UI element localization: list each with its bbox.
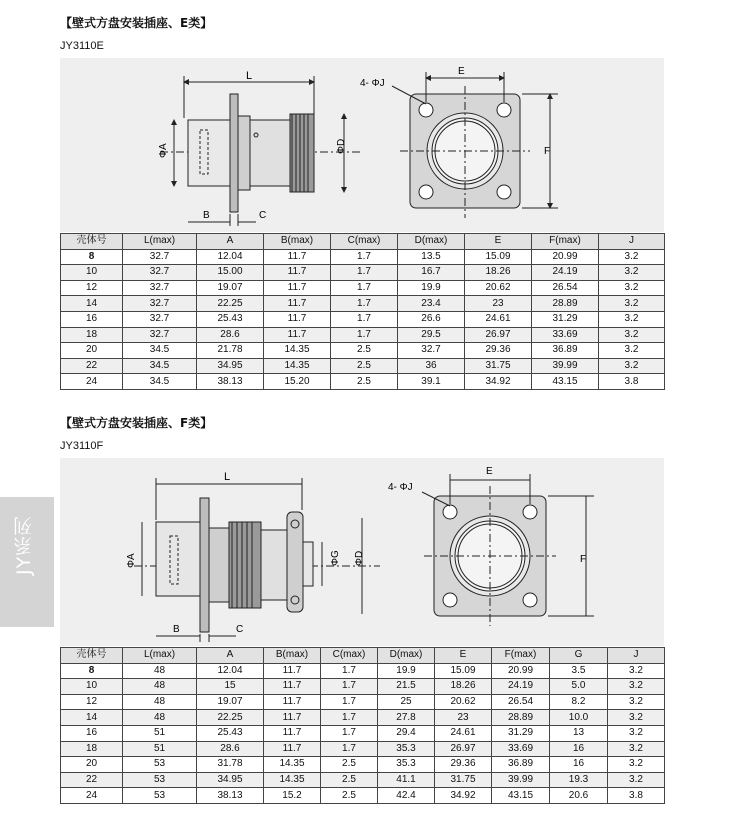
table-header-cell: B(max)	[264, 648, 321, 664]
section-e-label-A: ΦA	[158, 143, 169, 158]
section-f-label-G: ΦG	[330, 550, 341, 566]
table-cell: 3.2	[608, 710, 665, 726]
section-f-label-J: 4- ΦJ	[388, 482, 413, 493]
table-cell: 31.78	[197, 757, 264, 773]
table-cell: 1.7	[331, 327, 398, 343]
section-e-model: JY3110E	[60, 40, 104, 52]
section-e-label-F: F	[544, 146, 551, 157]
table-cell: 28.6	[197, 327, 264, 343]
table-header-cell: 壳体号	[61, 234, 123, 250]
table-cell: 1.7	[321, 710, 378, 726]
section-f-drawing-panel	[60, 458, 664, 646]
table-cell: 36.89	[492, 757, 550, 773]
table-header-cell: J	[608, 648, 665, 664]
table-cell: 20.62	[435, 694, 492, 710]
table-cell: 11.7	[264, 327, 331, 343]
table-row	[61, 788, 665, 804]
table-cell: 20.99	[532, 249, 599, 265]
table-cell: 14.35	[264, 757, 321, 773]
table-cell: 34.5	[123, 358, 197, 374]
section-f-label-C: C	[236, 624, 244, 635]
table-cell: 39.99	[492, 772, 550, 788]
section-e-title: 【壁式方盘安装插座、E类】	[60, 16, 213, 30]
table-cell: 11.7	[264, 741, 321, 757]
table-cell: 39.1	[398, 374, 465, 390]
table-cell: 1.7	[331, 311, 398, 327]
section-e-label-B: B	[203, 210, 210, 221]
table-row	[61, 374, 665, 390]
section-f-side-view	[134, 478, 380, 642]
table-header-cell: F(max)	[492, 648, 550, 664]
table-header-cell: A	[197, 648, 264, 664]
table-cell: 1.7	[331, 265, 398, 281]
table-cell: 20.6	[550, 788, 608, 804]
table-cell: 11.7	[264, 663, 321, 679]
table-cell: 15.20	[264, 374, 331, 390]
table-cell: 16.7	[398, 265, 465, 281]
table-cell: 29.4	[378, 725, 435, 741]
side-tab-label: JY系列	[13, 515, 35, 575]
table-cell: 5.0	[550, 679, 608, 695]
table-cell: 38.13	[197, 374, 264, 390]
table-header-cell: A	[197, 234, 264, 250]
table-header-cell: D(max)	[398, 234, 465, 250]
table-row	[61, 772, 665, 788]
table-header-cell: L(max)	[123, 234, 197, 250]
table-cell: 24.19	[492, 679, 550, 695]
table-cell: 11.7	[264, 694, 321, 710]
table-cell: 32.7	[123, 249, 197, 265]
section-e-label-L: L	[246, 70, 253, 82]
table-cell: 3.2	[608, 663, 665, 679]
table-cell: 1.7	[331, 249, 398, 265]
table-cell: 19.07	[197, 694, 264, 710]
shell-size-cell: 14	[61, 710, 123, 726]
section-f-label-L: L	[224, 471, 231, 483]
section-f-table-body	[61, 663, 665, 803]
table-cell: 31.29	[492, 725, 550, 741]
shell-size-cell: 12	[61, 280, 123, 296]
section-e-table-body	[61, 249, 665, 389]
table-header-cell: F(max)	[532, 234, 599, 250]
table-header-cell: C(max)	[331, 234, 398, 250]
table-cell: 14.35	[264, 343, 331, 359]
table-cell: 11.7	[264, 249, 331, 265]
table-cell: 20.62	[465, 280, 532, 296]
table-cell: 3.8	[599, 374, 665, 390]
table-cell: 3.2	[599, 343, 665, 359]
table-cell: 28.6	[197, 741, 264, 757]
table-cell: 2.5	[321, 757, 378, 773]
table-header-cell: E	[465, 234, 532, 250]
table-header-cell: 壳体号	[61, 648, 123, 664]
table-cell: 15.00	[197, 265, 264, 281]
section-f-model: JY3110F	[60, 440, 104, 452]
table-cell: 18.26	[465, 265, 532, 281]
table-cell: 3.2	[608, 679, 665, 695]
table-header-cell: C(max)	[321, 648, 378, 664]
section-e-spec-table	[60, 233, 665, 390]
table-row	[61, 280, 665, 296]
section-e-table-header	[61, 234, 665, 250]
table-cell: 23	[465, 296, 532, 312]
table-cell: 3.2	[599, 296, 665, 312]
shell-size-cell: 16	[61, 311, 123, 327]
section-e-side-view	[160, 76, 360, 226]
table-row	[61, 757, 665, 773]
shell-size-cell: 20	[61, 343, 123, 359]
table-cell: 32.7	[123, 311, 197, 327]
section-e-label-D: ΦD	[336, 138, 347, 154]
table-header-cell: B(max)	[264, 234, 331, 250]
table-header-cell: J	[599, 234, 665, 250]
table-cell: 1.7	[321, 694, 378, 710]
table-cell: 3.2	[608, 757, 665, 773]
shell-size-cell: 22	[61, 772, 123, 788]
table-cell: 32.7	[123, 265, 197, 281]
section-e-drawing	[60, 58, 664, 232]
table-row	[61, 265, 665, 281]
table-row	[61, 694, 665, 710]
section-e-drawing-panel	[60, 58, 664, 232]
section-f-label-E: E	[486, 466, 493, 477]
table-cell: 3.2	[599, 358, 665, 374]
shell-size-cell: 16	[61, 725, 123, 741]
table-cell: 28.89	[532, 296, 599, 312]
section-e-label-E: E	[458, 66, 465, 77]
table-row	[61, 679, 665, 695]
shell-size-cell: 24	[61, 788, 123, 804]
table-cell: 32.7	[123, 296, 197, 312]
table-cell: 11.7	[264, 311, 331, 327]
section-f-front-view	[422, 474, 594, 626]
shell-size-cell: 24	[61, 374, 123, 390]
table-cell: 53	[123, 772, 197, 788]
table-cell: 29.5	[398, 327, 465, 343]
table-cell: 3.2	[608, 694, 665, 710]
table-cell: 11.7	[264, 280, 331, 296]
table-cell: 34.92	[435, 788, 492, 804]
table-row	[61, 249, 665, 265]
table-cell: 1.7	[321, 725, 378, 741]
table-cell: 12.04	[197, 663, 264, 679]
table-cell: 43.15	[532, 374, 599, 390]
table-cell: 14.35	[264, 358, 331, 374]
table-cell: 34.95	[197, 358, 264, 374]
table-cell: 20.99	[492, 663, 550, 679]
table-cell: 3.2	[599, 265, 665, 281]
table-cell: 19.07	[197, 280, 264, 296]
table-cell: 36	[398, 358, 465, 374]
table-row	[61, 741, 665, 757]
table-cell: 23	[435, 710, 492, 726]
table-cell: 3.2	[599, 249, 665, 265]
section-f-spec-table	[60, 647, 665, 804]
table-cell: 26.97	[465, 327, 532, 343]
table-cell: 1.7	[321, 679, 378, 695]
table-cell: 32.7	[123, 327, 197, 343]
table-cell: 33.69	[532, 327, 599, 343]
table-cell: 3.2	[599, 280, 665, 296]
table-cell: 3.5	[550, 663, 608, 679]
table-cell: 48	[123, 694, 197, 710]
table-cell: 19.3	[550, 772, 608, 788]
table-cell: 2.5	[331, 358, 398, 374]
section-f-table-header	[61, 648, 665, 664]
table-cell: 12.04	[197, 249, 264, 265]
shell-size-cell: 10	[61, 679, 123, 695]
table-cell: 15	[197, 679, 264, 695]
table-cell: 34.5	[123, 374, 197, 390]
table-cell: 11.7	[264, 265, 331, 281]
table-cell: 13.5	[398, 249, 465, 265]
table-row	[61, 725, 665, 741]
section-f-label-F: F	[580, 554, 587, 565]
table-row	[61, 296, 665, 312]
table-cell: 23.4	[398, 296, 465, 312]
table-cell: 24.61	[435, 725, 492, 741]
table-cell: 51	[123, 725, 197, 741]
table-cell: 41.1	[378, 772, 435, 788]
table-cell: 43.15	[492, 788, 550, 804]
table-cell: 26.54	[492, 694, 550, 710]
table-cell: 25	[378, 694, 435, 710]
table-header-cell: G	[550, 648, 608, 664]
table-cell: 32.7	[398, 343, 465, 359]
table-cell: 29.36	[465, 343, 532, 359]
table-cell: 53	[123, 788, 197, 804]
table-cell: 11.7	[264, 710, 321, 726]
table-cell: 21.78	[197, 343, 264, 359]
table-cell: 2.5	[331, 343, 398, 359]
shell-size-cell: 8	[61, 249, 123, 265]
table-cell: 29.36	[435, 757, 492, 773]
table-cell: 11.7	[264, 679, 321, 695]
table-cell: 21.5	[378, 679, 435, 695]
table-cell: 31.75	[435, 772, 492, 788]
shell-size-cell: 14	[61, 296, 123, 312]
table-cell: 53	[123, 757, 197, 773]
table-cell: 3.2	[608, 725, 665, 741]
table-cell: 33.69	[492, 741, 550, 757]
section-f-drawing	[60, 458, 664, 646]
table-cell: 3.2	[608, 741, 665, 757]
table-cell: 28.89	[492, 710, 550, 726]
section-e-label-J: 4- ΦJ	[360, 78, 385, 89]
table-header-cell: D(max)	[378, 648, 435, 664]
table-cell: 3.8	[608, 788, 665, 804]
section-f-label-D: ΦD	[354, 550, 365, 566]
table-cell: 34.95	[197, 772, 264, 788]
table-cell: 34.5	[123, 343, 197, 359]
table-cell: 42.4	[378, 788, 435, 804]
table-header-cell: L(max)	[123, 648, 197, 664]
section-e-front-view	[392, 72, 558, 218]
table-row	[61, 343, 665, 359]
table-cell: 22.25	[197, 296, 264, 312]
table-cell: 36.89	[532, 343, 599, 359]
table-row	[61, 663, 665, 679]
table-row	[61, 311, 665, 327]
table-row	[61, 358, 665, 374]
table-cell: 16	[550, 757, 608, 773]
table-cell: 14.35	[264, 772, 321, 788]
table-cell: 24.19	[532, 265, 599, 281]
section-f-title: 【壁式方盘安装插座、F类】	[60, 416, 213, 430]
table-cell: 31.29	[532, 311, 599, 327]
table-cell: 51	[123, 741, 197, 757]
table-cell: 15.09	[465, 249, 532, 265]
section-f-label-B: B	[173, 624, 180, 635]
table-cell: 2.5	[321, 772, 378, 788]
shell-size-cell: 18	[61, 327, 123, 343]
table-cell: 3.2	[599, 311, 665, 327]
table-cell: 31.75	[465, 358, 532, 374]
table-cell: 19.9	[378, 663, 435, 679]
table-header-cell: E	[435, 648, 492, 664]
table-cell: 8.2	[550, 694, 608, 710]
table-cell: 18.26	[435, 679, 492, 695]
table-cell: 15.09	[435, 663, 492, 679]
table-cell: 35.3	[378, 757, 435, 773]
table-cell: 48	[123, 710, 197, 726]
table-cell: 27.8	[378, 710, 435, 726]
table-cell: 22.25	[197, 710, 264, 726]
shell-size-cell: 22	[61, 358, 123, 374]
table-cell: 19.9	[398, 280, 465, 296]
shell-size-cell: 20	[61, 757, 123, 773]
table-row	[61, 710, 665, 726]
section-f-label-A: ΦA	[126, 553, 137, 568]
table-cell: 38.13	[197, 788, 264, 804]
table-cell: 3.2	[599, 327, 665, 343]
section-e-label-C: C	[259, 210, 267, 221]
table-cell: 48	[123, 679, 197, 695]
table-cell: 10.0	[550, 710, 608, 726]
table-cell: 24.61	[465, 311, 532, 327]
table-cell: 11.7	[264, 725, 321, 741]
table-cell: 32.7	[123, 280, 197, 296]
table-cell: 25.43	[197, 725, 264, 741]
table-cell: 16	[550, 741, 608, 757]
table-cell: 3.2	[608, 772, 665, 788]
table-cell: 1.7	[321, 663, 378, 679]
table-cell: 35.3	[378, 741, 435, 757]
table-cell: 1.7	[321, 741, 378, 757]
shell-size-cell: 18	[61, 741, 123, 757]
table-cell: 1.7	[331, 280, 398, 296]
table-cell: 1.7	[331, 296, 398, 312]
table-cell: 34.92	[465, 374, 532, 390]
table-cell: 26.54	[532, 280, 599, 296]
table-cell: 39.99	[532, 358, 599, 374]
table-cell: 2.5	[331, 374, 398, 390]
table-cell: 15.2	[264, 788, 321, 804]
table-cell: 48	[123, 663, 197, 679]
table-cell: 25.43	[197, 311, 264, 327]
table-cell: 2.5	[321, 788, 378, 804]
table-cell: 26.6	[398, 311, 465, 327]
table-row	[61, 327, 665, 343]
shell-size-cell: 12	[61, 694, 123, 710]
shell-size-cell: 10	[61, 265, 123, 281]
shell-size-cell: 8	[61, 663, 123, 679]
table-cell: 26.97	[435, 741, 492, 757]
table-cell: 11.7	[264, 296, 331, 312]
table-cell: 13	[550, 725, 608, 741]
